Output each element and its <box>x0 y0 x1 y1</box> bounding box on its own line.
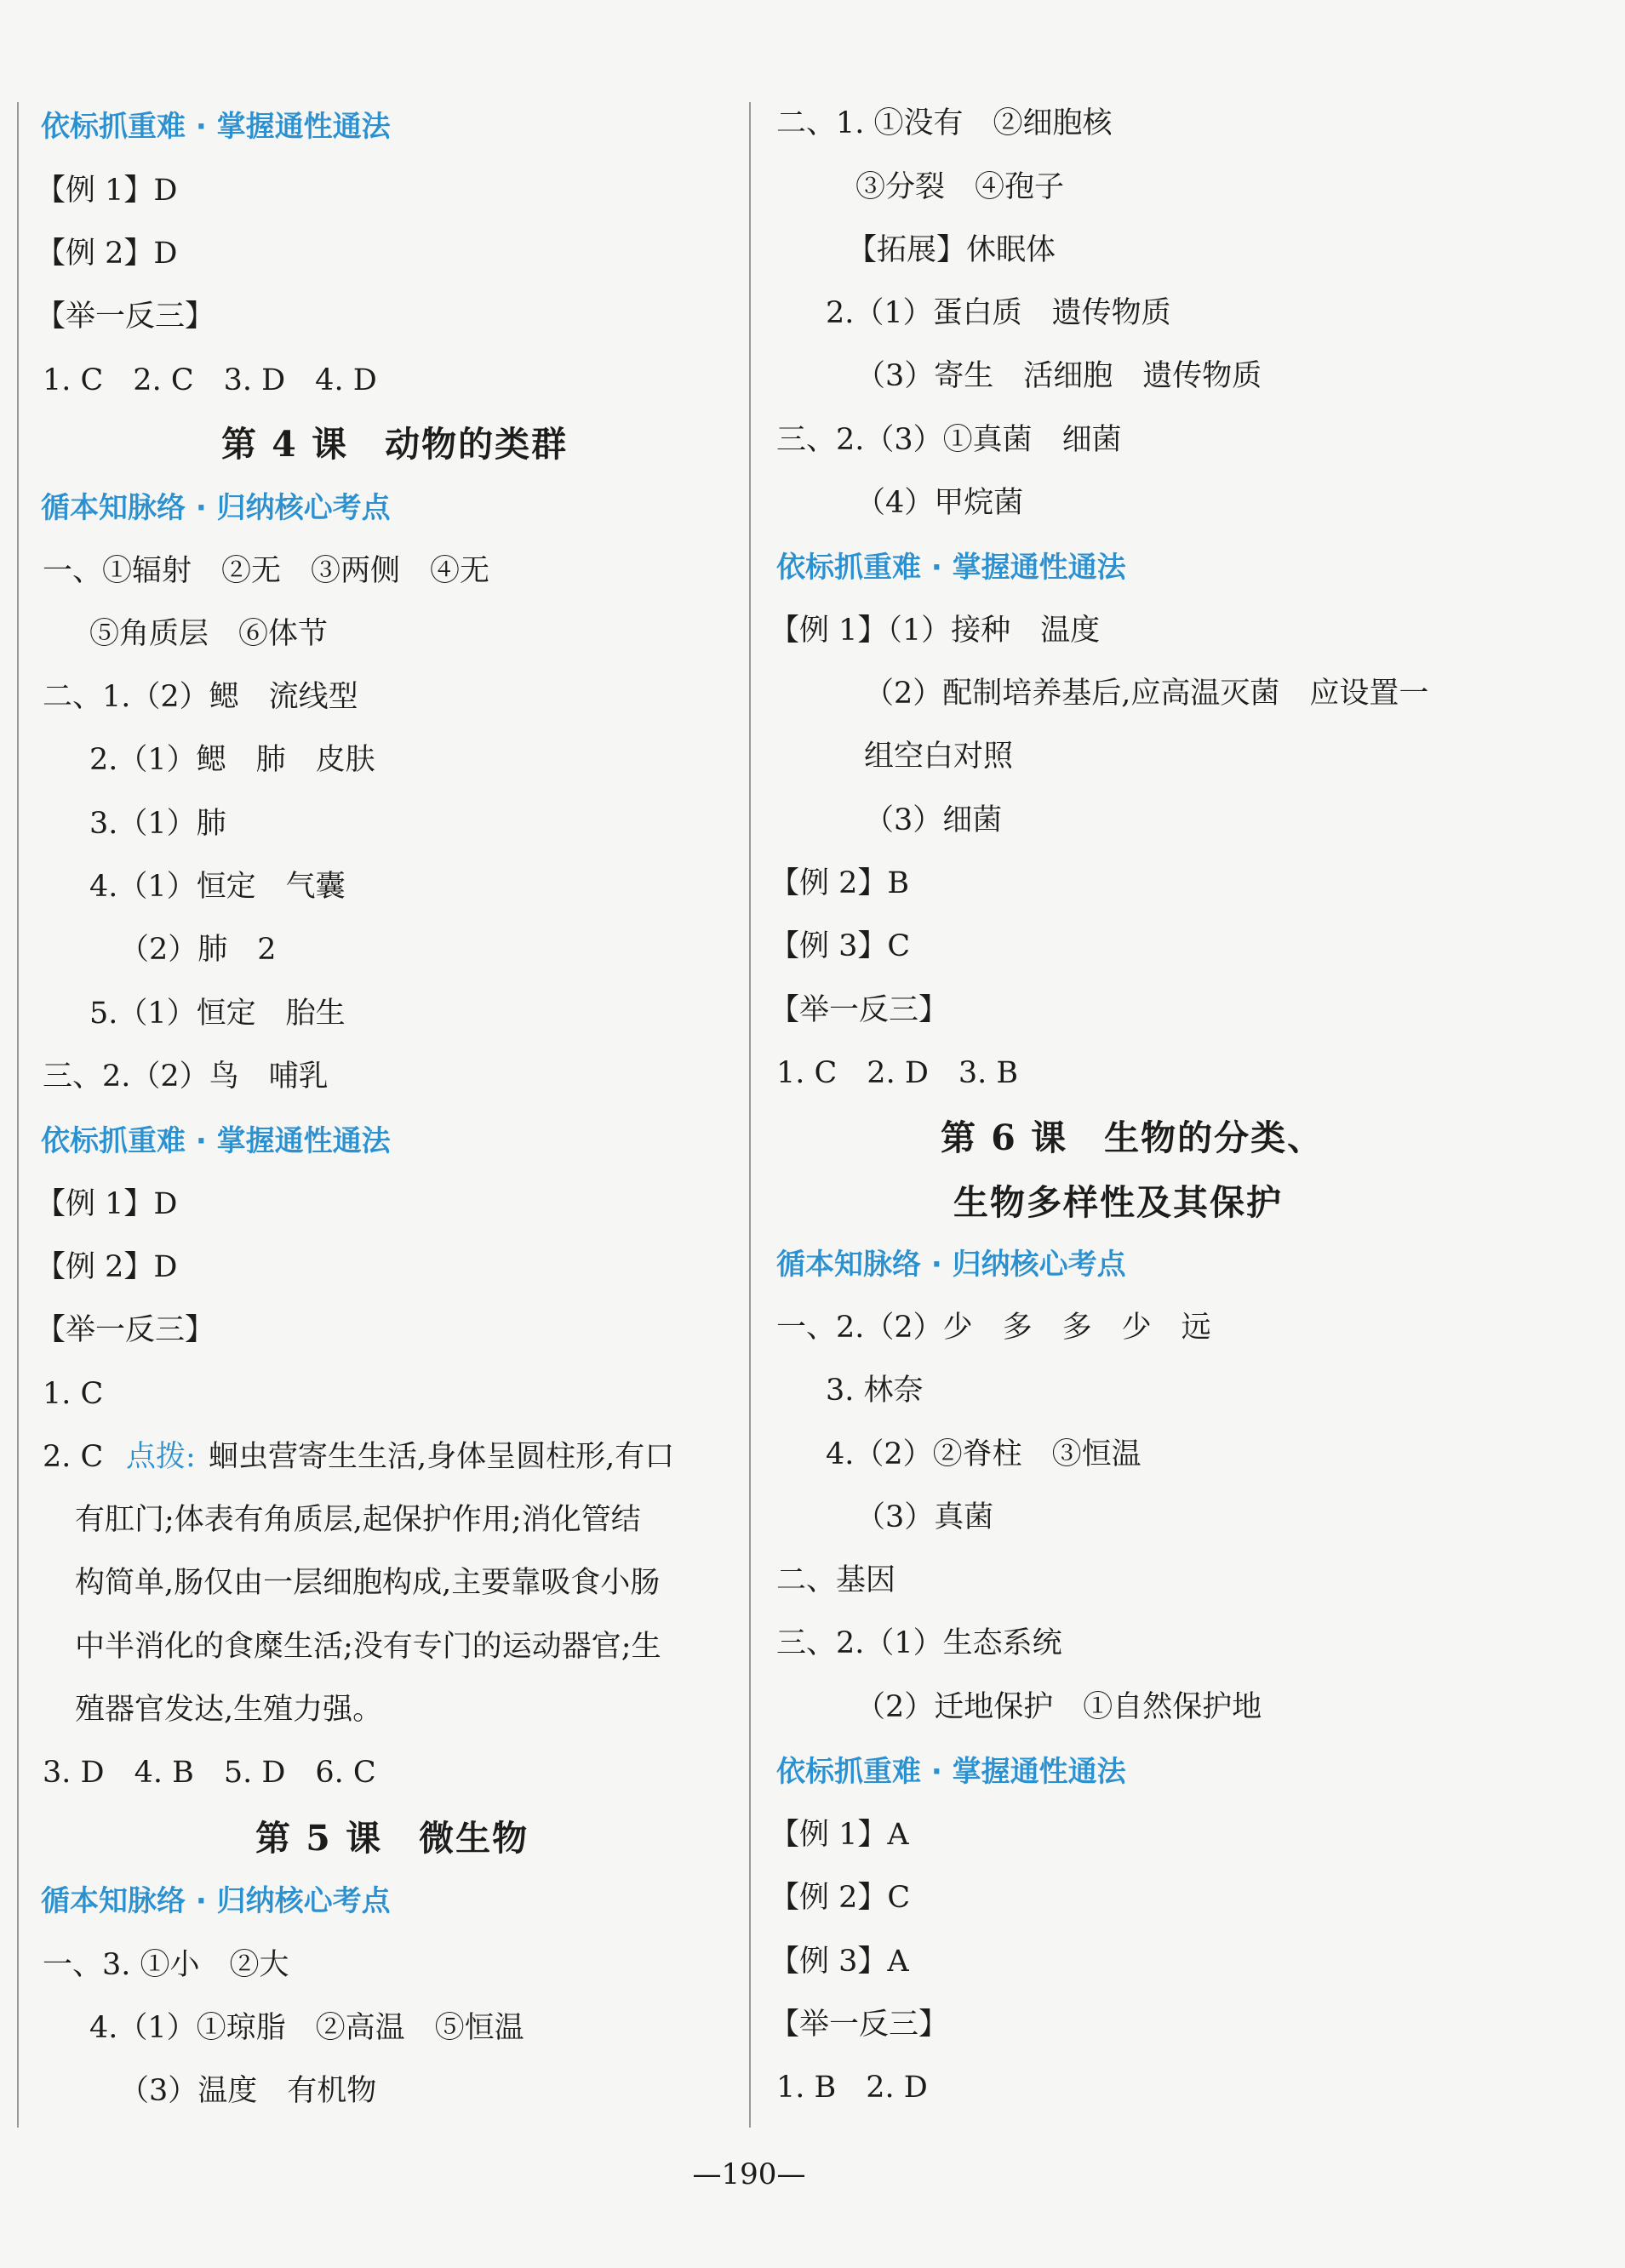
answer-line: 一、①辐射 ②无 ③两侧 ④无 <box>43 554 490 588</box>
answer-line: 三、2.（3）①真菌 细菌 <box>776 423 1122 457</box>
answer-line: （4）甲烷菌 <box>855 486 1024 520</box>
answer-line: 一、3. ①小 ②大 <box>43 1948 289 1982</box>
answer-line: 【举一反三】 <box>36 300 215 334</box>
answer-line: ⑤角质层 ⑥体节 <box>89 617 329 651</box>
answer-line: 【举一反三】 <box>770 2008 949 2042</box>
answer-line: 3.（1）肺 <box>89 807 226 841</box>
section-heading: 依标抓重难 · 掌握通性通法 <box>41 110 391 144</box>
answer-line: 二、1. ①没有 ②细胞核 <box>776 106 1113 140</box>
answer-line: 组空白对照 <box>864 740 1014 774</box>
left-column <box>0 0 749 2136</box>
answer-line: 二、1.（2）鳃 流线型 <box>43 680 358 714</box>
answer-line: 1. B 2. D <box>776 2071 928 2105</box>
answer-line: 3. D 4. B 5. D 6. C <box>43 1756 376 1790</box>
answer-line: 3. 林奈 <box>826 1374 924 1408</box>
explanation-line: 有肛门;体表有角质层,起保护作用;消化管结 <box>75 1503 641 1537</box>
page-number: —190— <box>692 2157 806 2191</box>
answer-line: ③分裂 ④孢子 <box>855 170 1065 204</box>
explanation-line: 中半消化的食糜生活;没有专门的运动器官;生 <box>75 1630 661 1664</box>
hint-label: 点拨: <box>126 1440 196 1474</box>
answer-line: 【例 1】A <box>770 1818 909 1852</box>
lesson-title: 第 4 课 动物的类群 <box>221 424 569 465</box>
answer-line: （3）细菌 <box>864 803 1003 837</box>
answer-line: 4.（1）恒定 气囊 <box>89 870 346 904</box>
answer-line: 【例 3】C <box>770 929 911 963</box>
answer-line: 【例 2】B <box>770 866 910 900</box>
answer-line: 1. C 2. D 3. B <box>776 1056 1019 1090</box>
lesson-title: 第 5 课 微生物 <box>255 1818 529 1859</box>
right-column <box>749 0 1625 2136</box>
answer-line: （3）真菌 <box>855 1500 994 1534</box>
answer-line: 三、2.（1）生态系统 <box>776 1626 1062 1660</box>
answer-line: 4.（1）①琼脂 ②高温 ⑤恒温 <box>89 2011 524 2045</box>
answer-line: 【举一反三】 <box>36 1313 215 1347</box>
lesson-title: 生物多样性及其保护 <box>953 1182 1283 1223</box>
answer-line: （2）肺 2 <box>119 933 277 967</box>
answer-line: 【例 1】D <box>36 174 178 208</box>
answer-line: 5.（1）恒定 胎生 <box>89 997 346 1031</box>
answer-line: 【例 2】D <box>36 237 178 271</box>
answer-line: 【拓展】休眠体 <box>847 233 1056 267</box>
answer-line: 一、2.（2）少 多 多 少 远 <box>776 1311 1211 1345</box>
answer-line: （2）配制培养基后,应高温灭菌 应设置一 <box>864 677 1429 711</box>
answer-line: 4.（2）②脊柱 ③恒温 <box>826 1437 1142 1471</box>
answer-line: 【例 1】D <box>36 1187 178 1221</box>
lesson-title: 第 6 课 生物的分类、 <box>941 1117 1325 1158</box>
section-heading: 循本知脉络 · 归纳核心考点 <box>776 1248 1126 1282</box>
answer-line: 【例 2】D <box>36 1250 178 1284</box>
answer-line: （3）寄生 活细胞 遗传物质 <box>855 359 1262 393</box>
explanation-line: 蛔虫营寄生生活,身体呈圆柱形,有口 <box>209 1440 675 1474</box>
section-heading: 依标抓重难 · 掌握通性通法 <box>776 551 1126 585</box>
answer-line: 【例 3】A <box>770 1945 909 1979</box>
answer-line: 三、2.（2）鸟 哺乳 <box>43 1060 329 1094</box>
explanation-line: 构简单,肠仅由一层细胞构成,主要靠吸食小肠 <box>75 1566 661 1600</box>
answer-line: （2）迁地保护 ①自然保护地 <box>855 1690 1262 1724</box>
answer-line: 1. C 2. C 3. D 4. D <box>43 363 377 397</box>
section-heading: 循本知脉络 · 归纳核心考点 <box>41 1884 391 1918</box>
answer-line: 二、基因 <box>776 1563 896 1597</box>
answer-line: 2.（1）鳃 肺 皮肤 <box>89 743 375 777</box>
answer-line: 2.（1）蛋白质 遗传物质 <box>826 296 1171 330</box>
section-heading: 依标抓重难 · 掌握通性通法 <box>41 1124 391 1158</box>
answer-line: （3）温度 有机物 <box>119 2074 377 2108</box>
answer-line: 【例 2】C <box>770 1881 911 1915</box>
answer-line: 2. C <box>43 1440 104 1474</box>
section-heading: 循本知脉络 · 归纳核心考点 <box>41 491 391 525</box>
answer-line: 1. C <box>43 1377 104 1411</box>
explanation-line: 殖器官发达,生殖力强。 <box>75 1693 383 1727</box>
answer-line: 【例 1】（1）接种 温度 <box>770 614 1101 648</box>
answer-line: 【举一反三】 <box>770 993 949 1027</box>
section-heading: 依标抓重难 · 掌握通性通法 <box>776 1755 1126 1789</box>
